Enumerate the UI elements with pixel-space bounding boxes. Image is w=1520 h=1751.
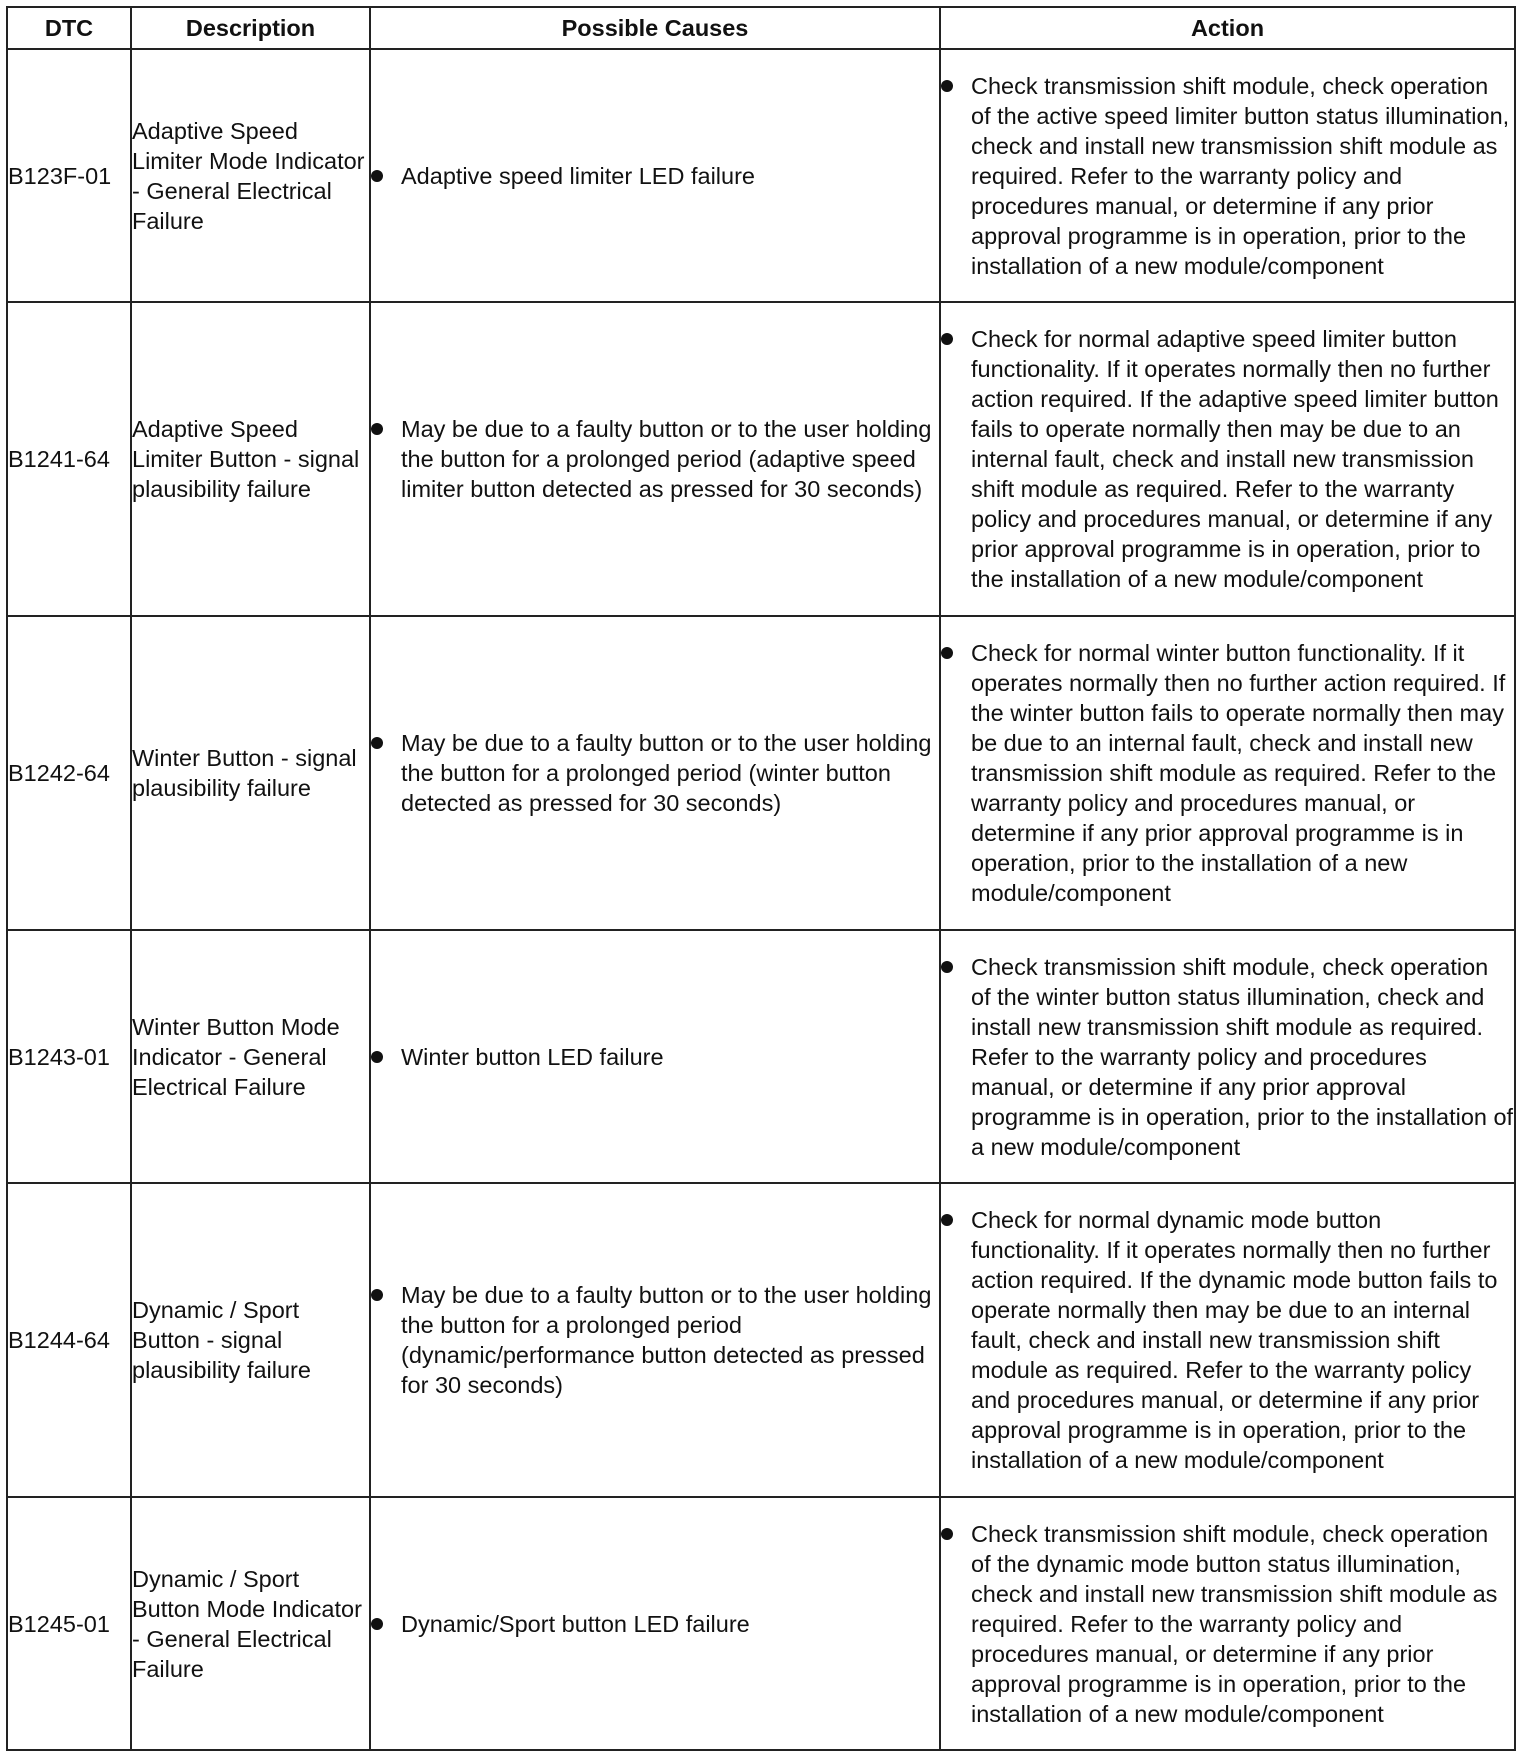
description: Dynamic / Sport Button Mode Indicator - General Electrical Failure (131, 1497, 370, 1750)
bullet-item (941, 324, 1514, 594)
action (940, 1497, 1515, 1750)
description: Winter Button - signal plausibility failure (131, 616, 370, 930)
dtc-table (6, 6, 1516, 1751)
action-text: Check for normal adaptive speed limiter button functionality. If it operates normally then no further action required. If the adaptive speed limiter button fails to operate normally then may be due to an internal fault, check and install new transmission shift module as required. Refer to the warranty policy and procedures manual, or determine if any prior approval programme is in operation, prior to the installation of a new module/component (971, 326, 1499, 592)
action-text: Check for normal winter button functionality. If it operates normally then no further action required. If the winter button fails to operate normally then may be due to an internal fault, check and install new transmission shift module as required. Refer to the warranty policy and procedures manual, or determine if any prior approval programme is in operation, prior to the installation of a new module/component (971, 640, 1506, 906)
bullet-icon (941, 638, 971, 668)
bullet-item (941, 952, 1514, 1162)
bullet-item (941, 1205, 1514, 1475)
description: Adaptive Speed Limiter Mode Indicator - General Electrical Failure (131, 49, 370, 302)
cause-text: May be due to a faulty button or to the user holding the button for a prolonged period (adaptive speed limiter button detected as pressed for 30 seconds) (401, 416, 932, 502)
table-row (7, 1183, 1515, 1497)
dtc-code: B1244-64 (7, 1183, 131, 1497)
table-row (7, 302, 1515, 616)
dtc-code: B1243-01 (7, 930, 131, 1183)
table-row (7, 616, 1515, 930)
bullet-icon (371, 1280, 401, 1310)
header-possible-causes: Possible Causes (370, 7, 940, 49)
possible-cause (370, 302, 940, 616)
cause-text: Dynamic/Sport button LED failure (401, 1610, 750, 1637)
header-description: Description (131, 7, 370, 49)
bullet-item (371, 728, 939, 818)
bullet-icon (941, 1519, 971, 1549)
possible-cause (370, 930, 940, 1183)
bullet-item (941, 1519, 1514, 1729)
action-text: Check transmission shift module, check operation of the active speed limiter button status illumination, check and install new transmission shift module as required. Refer to the warranty policy and procedures manual, or determine if any prior approval programme is in operation, prior to the installation of a new module/component (971, 72, 1510, 279)
cause-text: May be due to a faulty button or to the user holding the button for a prolonged period (dynamic/performance button detected as pressed for 30 seconds) (401, 1282, 932, 1398)
dtc-code: B1245-01 (7, 1497, 131, 1750)
bullet-icon (371, 728, 401, 758)
possible-cause (370, 1497, 940, 1750)
possible-cause (370, 616, 940, 930)
dtc-code: B123F-01 (7, 49, 131, 302)
header-action: Action (940, 7, 1515, 49)
bullet-icon (371, 414, 401, 444)
cause-text: May be due to a faulty button or to the user holding the button for a prolonged period (winter button detected as pressed for 30 seconds) (401, 730, 932, 816)
description: Dynamic / Sport Button - signal plausibility failure (131, 1183, 370, 1497)
description: Adaptive Speed Limiter Button - signal plausibility failure (131, 302, 370, 616)
cause-text: Winter button LED failure (401, 1043, 664, 1070)
header-row (7, 7, 1515, 49)
action (940, 49, 1515, 302)
possible-cause (370, 49, 940, 302)
table-row (7, 49, 1515, 302)
table-row (7, 1497, 1515, 1750)
dtc-code: B1241-64 (7, 302, 131, 616)
bullet-item (941, 71, 1514, 281)
bullet-item (371, 161, 939, 191)
dtc-code: B1242-64 (7, 616, 131, 930)
bullet-icon (371, 1609, 401, 1639)
bullet-icon (941, 324, 971, 354)
bullet-item (371, 1609, 939, 1639)
bullet-icon (371, 1042, 401, 1072)
description: Winter Button Mode Indicator - General Electrical Failure (131, 930, 370, 1183)
bullet-icon (941, 71, 971, 101)
bullet-item (371, 1280, 939, 1400)
action (940, 1183, 1515, 1497)
table-row (7, 930, 1515, 1183)
possible-cause (370, 1183, 940, 1497)
action-text: Check for normal dynamic mode button functionality. If it operates normally then no further action required. If the dynamic mode button fails to operate normally then may be due to an internal fault, check and install new transmission shift module as required. Refer to the warranty policy and procedures manual, or determine if any prior approval programme is in operation, prior to the installation of a new module/component (971, 1207, 1498, 1473)
bullet-icon (941, 952, 971, 982)
action-text: Check transmission shift module, check operation of the dynamic mode button status illumination, check and install new transmission shift module as required. Refer to the warranty policy and procedures manual, or determine if any prior approval programme is in operation, prior to the installation of a new module/component (971, 1520, 1498, 1727)
bullet-item (371, 1042, 939, 1072)
action (940, 616, 1515, 930)
header-dtc: DTC (7, 7, 131, 49)
action-text: Check transmission shift module, check operation of the winter button status illumination, check and install new transmission shift module as required. Refer to the warranty policy and procedures manual, or determine if any prior approval programme is in operation, prior to the installation of a new module/component (971, 953, 1514, 1160)
bullet-item (371, 414, 939, 504)
bullet-icon (371, 161, 401, 191)
cause-text: Adaptive speed limiter LED failure (401, 162, 755, 189)
bullet-icon (941, 1205, 971, 1235)
action (940, 302, 1515, 616)
bullet-item (941, 638, 1514, 908)
action (940, 930, 1515, 1183)
